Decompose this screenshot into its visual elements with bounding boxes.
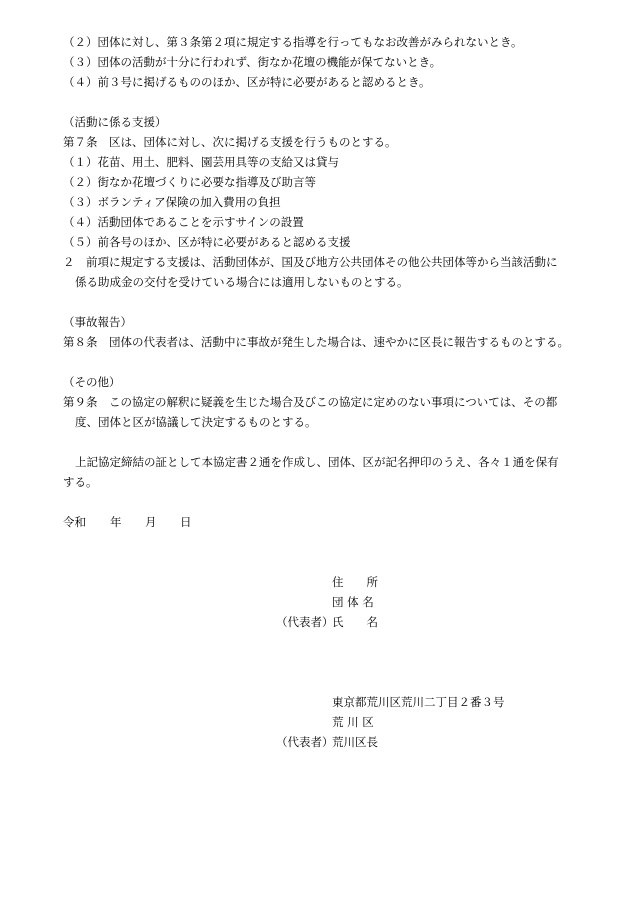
article7-item-5: （５）前各号のほか、区が特に必要があると認める支援 [63,235,351,249]
article7-body: 第７条 区は、団体に対し、次に掲げる支援を行うものとする。 [63,135,397,149]
article7-para2-line1: ２ 前項に規定する支援は、活動団体が、国及び地方公共団体その他公共団体等から当該活動に [63,255,558,269]
article7-para2-line2: 係る助成金の交付を受けている場合には適用しないものとする。 [75,275,409,289]
group-rep-prefix: （代表者） [276,615,334,629]
article8-heading: （事故報告） [63,315,132,329]
date-day: 日 [180,515,192,529]
ward-rep-prefix: （代表者） [276,735,334,749]
article9-body-line1: 第９条 この協定の解釈に疑義を生じた場合及びこの協定に定めのない事項については、その都 [63,395,558,409]
group-address-label: 住 所 [332,575,378,589]
date-era: 令和 [63,515,86,529]
article8-body: 第８条 団体の代表者は、活動中に事故が発生した場合は、速やかに区長に報告するものとする。 [63,335,569,349]
article6-item-2: （２）団体に対し、第３条第２項に規定する指導を行ってもなお改善がみられないとき。 [63,35,523,49]
ward-rep-title: 荒川区長 [332,735,378,749]
ward-address: 東京都荒川区荒川二丁目２番３号 [332,695,505,709]
closing-line2: する。 [63,475,98,489]
article6-item-4: （４）前３号に掲げるもののほか、区が特に必要があると認めるとき。 [63,75,431,89]
article7-item-4: （４）活動団体であることを示すサインの設置 [63,215,304,229]
date-month: 月 [145,515,157,529]
article9-body-line2: 度、団体と区が協議して決定するものとする。 [75,415,317,429]
article7-heading: （活動に係る支援） [63,115,167,129]
article7-item-1: （１）花苗、用土、肥料、園芸用具等の支給又は貸与 [63,155,339,169]
closing-line1: 上記協定締結の証として本協定書２通を作成し、団体、区が記名押印のうえ、各々１通を保有 [75,455,559,469]
ward-name: 荒 川 区 [332,715,374,729]
article9-heading: （その他） [63,375,121,389]
date-year: 年 [110,515,122,529]
article7-item-2: （２）街なか花壇づくりに必要な指導及び助言等 [63,175,316,189]
article6-item-3: （３）団体の活動が十分に行われず、街なか花壇の機能が保てないとき。 [63,55,442,69]
group-name-label: 団 体 名 [332,595,374,609]
group-rep-label: 氏 名 [332,615,378,629]
article7-item-3: （３）ボランティア保険の加入費用の負担 [63,195,281,209]
